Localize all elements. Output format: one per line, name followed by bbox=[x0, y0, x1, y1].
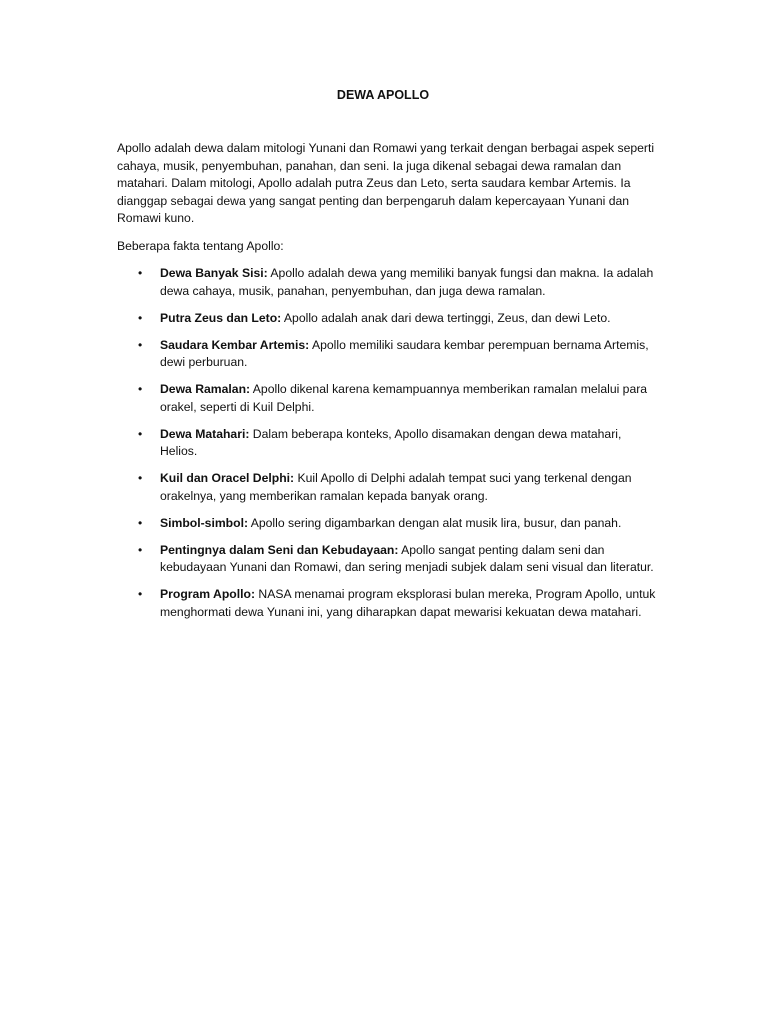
bullet-icon: • bbox=[138, 426, 143, 441]
fact-text: Apollo adalah anak dari dewa tertinggi, Zeus, dan dewi Leto. bbox=[281, 310, 611, 325]
fact-text: Apollo sangat penting dalam seni dan kebudayaan Yunani dan Romawi, dan sering menjadi subjek dalam seni visual dan literatur. bbox=[160, 542, 654, 575]
fact-term: Pentingnya dalam Seni dan Kebudayaan: bbox=[160, 542, 399, 557]
bullet-icon: • bbox=[138, 310, 143, 325]
fact-item bbox=[117, 310, 657, 328]
fact-term: Dewa Banyak Sisi: bbox=[160, 266, 268, 280]
fact-term: Program Apollo: bbox=[160, 587, 256, 602]
fact-term: Dewa Matahari: bbox=[160, 426, 250, 441]
fact-item bbox=[117, 470, 657, 505]
facts-list bbox=[117, 265, 657, 631]
fact-text: NASA menamai program eksplorasi bulan mereka, Program Apollo, untuk menghormati dewa Yunani ini, yang diharapkan dapat mewarisi kekuatan dewa matahari. bbox=[160, 587, 656, 620]
fact-text: Kuil Apollo di Delphi adalah tempat suci yang terkenal dengan orakelnya, yang memberikan ramalan kepada banyak orang. bbox=[160, 471, 632, 503]
bullet-icon: • bbox=[138, 382, 143, 397]
fact-term: Kuil dan Oracel Delphi: bbox=[160, 471, 295, 486]
fact-text: Apollo dikenal karena kemampuannya memberikan ramalan melalui para orakel, seperti di Kuil Delphi. bbox=[160, 382, 648, 414]
bullet-icon: • bbox=[138, 337, 143, 352]
fact-term: Simbol-simbol: bbox=[160, 515, 249, 530]
fact-term: Dewa Ramalan: bbox=[160, 382, 251, 397]
fact-term: Saudara Kembar Artemis: bbox=[160, 337, 310, 352]
fact-text: Apollo adalah dewa yang memiliki banyak fungsi dan makna. Ia adalah dewa cahaya, musik, panahan, penyembuhan, dan juga dewa ramalan. bbox=[160, 266, 654, 298]
fact-item bbox=[117, 337, 657, 372]
fact-item bbox=[117, 542, 657, 577]
facts-lead: Beberapa fakta tentang Apollo: bbox=[117, 239, 284, 253]
fact-item bbox=[117, 586, 657, 621]
bullet-icon: • bbox=[138, 587, 143, 602]
fact-item bbox=[117, 426, 657, 461]
intro-paragraph: Apollo adalah dewa dalam mitologi Yunani dan Romawi yang terkait dengan berbagai aspek seperti cahaya, musik, penyembuhan, panahan, dan seni. Ia juga dikenal sebagai dewa ramalan dan matahari. Dalam mitologi, Apollo adalah putra Zeus dan Leto, serta saudara kembar Artemis. Ia dianggap sebagai dewa yang sangat penting dan berpengaruh dalam kepercayaan Yunani dan Romawi kuno. bbox=[117, 141, 655, 226]
fact-text: Dalam beberapa konteks, Apollo disamakan dengan dewa matahari, Helios. bbox=[160, 426, 622, 459]
bullet-icon: • bbox=[138, 266, 143, 280]
fact-item bbox=[117, 381, 657, 416]
bullet-icon: • bbox=[138, 542, 143, 557]
fact-item bbox=[117, 265, 657, 300]
fact-text: Apollo sering digambarkan dengan alat musik lira, busur, dan panah. bbox=[248, 515, 622, 530]
fact-text: Apollo memiliki saudara kembar perempuan bernama Artemis, dewi perburuan. bbox=[160, 337, 649, 370]
document-title: DEWA APOLLO bbox=[336, 88, 430, 102]
bullet-icon: • bbox=[138, 515, 143, 530]
bullet-icon: • bbox=[138, 471, 143, 486]
fact-term: Putra Zeus dan Leto: bbox=[160, 310, 282, 325]
fact-item bbox=[117, 515, 657, 533]
